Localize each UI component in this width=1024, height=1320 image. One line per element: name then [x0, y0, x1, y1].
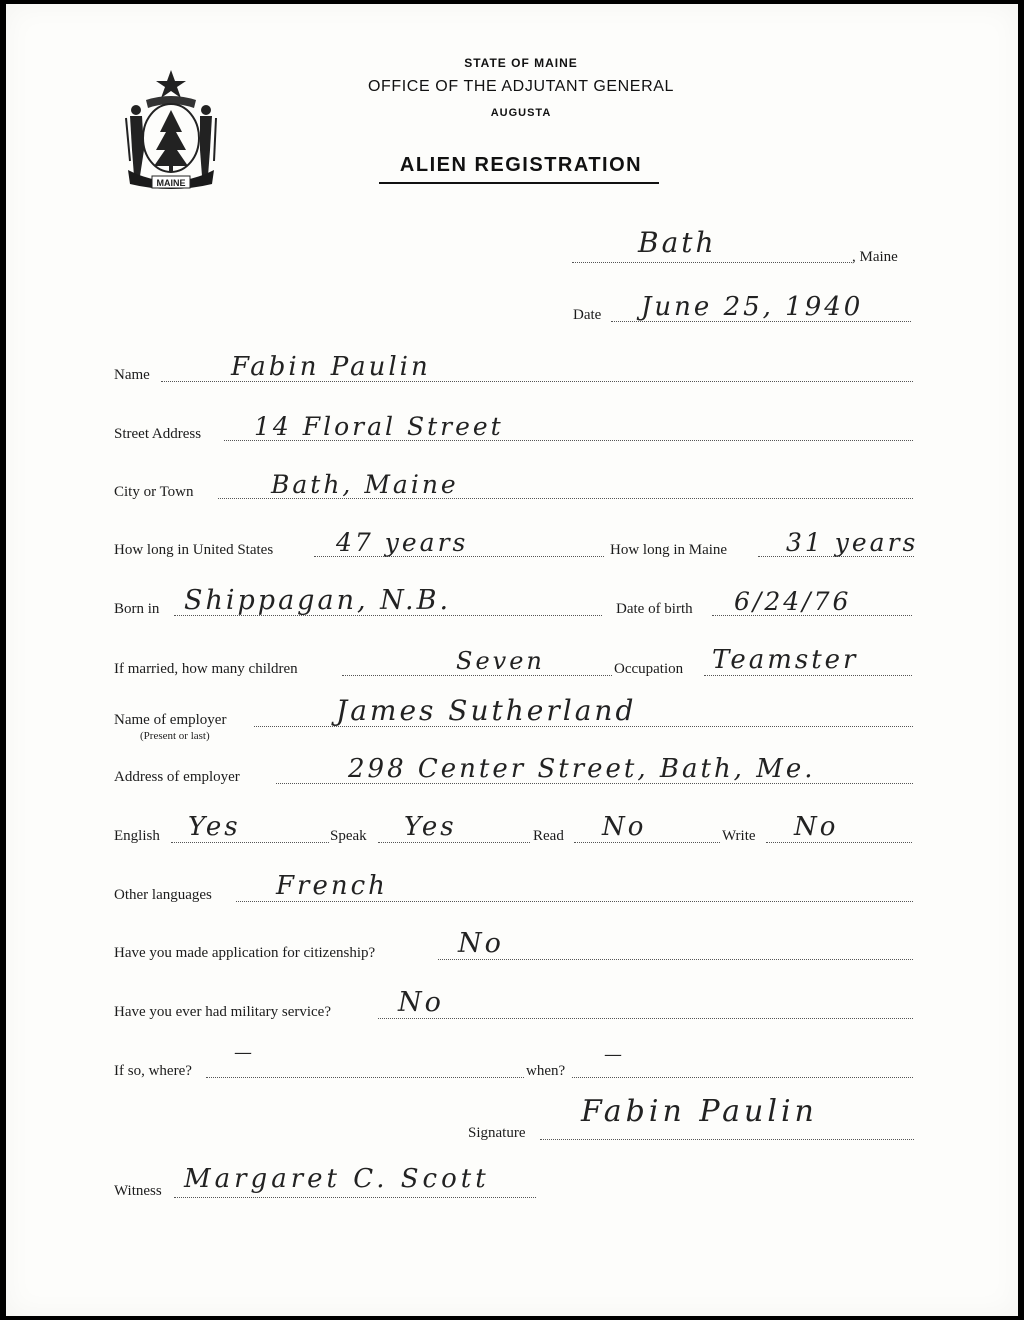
born-in-value: Shippagan, N.B. — [184, 585, 452, 616]
title-underline — [379, 182, 659, 184]
date-value: June 25, 1940 — [641, 292, 864, 322]
employer-note: (Present or last) — [140, 730, 210, 742]
signature-label: Signature — [468, 1125, 526, 1141]
other-languages-line — [236, 901, 913, 902]
registration-form — [6, 4, 1018, 1316]
when-value: — — [604, 1044, 625, 1065]
if-so-where-value: — — [234, 1042, 255, 1063]
military-label: Have you ever had military service? — [114, 1004, 331, 1020]
signature-value: Fabin Paulin — [581, 1094, 818, 1129]
english-value: Yes — [188, 812, 241, 842]
speak-line — [378, 842, 530, 843]
city-town-value: Bath, Maine — [271, 470, 459, 499]
date-label: Date — [573, 307, 602, 323]
occupation-line — [704, 675, 912, 676]
when-line — [572, 1077, 913, 1078]
how-long-us-label: How long in United States — [114, 542, 274, 558]
military-line — [378, 1018, 913, 1019]
city-heading: AUGUSTA — [490, 107, 552, 119]
write-line — [766, 842, 912, 843]
other-languages-value: French — [276, 871, 388, 901]
read-value: No — [602, 812, 647, 842]
employer-value: James Sutherland — [336, 694, 637, 727]
when-label: when? — [526, 1063, 566, 1079]
born-in-label: Born in — [114, 601, 160, 617]
children-value: Seven — [456, 647, 545, 675]
write-value: No — [794, 812, 839, 842]
name-label: Name — [114, 367, 150, 383]
citizenship-label: Have you made application for citizenship? — [114, 945, 376, 961]
read-line — [574, 842, 720, 843]
children-line — [342, 675, 612, 676]
occupation-label: Occupation — [614, 661, 684, 677]
state-seal-icon — [116, 66, 226, 194]
date-of-birth-label: Date of birth — [616, 601, 693, 617]
street-value: 14 Floral Street — [254, 412, 504, 441]
if-so-where-label: If so, where? — [114, 1063, 192, 1079]
how-long-maine-value: 31 years — [786, 528, 919, 557]
write-label: Write — [722, 828, 756, 844]
other-languages-label: Other languages — [114, 887, 212, 903]
name-value: Fabin Paulin — [231, 352, 431, 382]
signature-line — [540, 1139, 914, 1140]
town-line — [572, 262, 852, 263]
employer-address-value: 298 Center Street, Bath, Me. — [348, 754, 816, 784]
speak-value: Yes — [404, 812, 457, 842]
speak-label: Speak — [330, 828, 367, 844]
city-town-label: City or Town — [114, 484, 194, 500]
town-value: Bath — [638, 226, 717, 259]
witness-value: Margaret C. Scott — [184, 1164, 490, 1194]
employer-label: Name of employer — [114, 712, 227, 728]
military-value: No — [398, 987, 444, 1018]
children-label: If married, how many children — [114, 661, 298, 677]
if-so-where-line — [206, 1077, 524, 1078]
employer-address-label: Address of employer — [114, 769, 240, 785]
how-long-us-value: 47 years — [336, 528, 469, 557]
citizenship-value: No — [458, 928, 504, 959]
state-heading: STATE OF MAINE — [464, 56, 578, 70]
date-of-birth-value: 6/24/76 — [734, 587, 852, 616]
english-line — [171, 842, 329, 843]
office-heading: OFFICE OF THE ADJUTANT GENERAL — [367, 78, 675, 95]
seal-text: MAINE — [156, 178, 186, 188]
form-title: ALIEN REGISTRATION — [399, 154, 643, 176]
how-long-maine-label: How long in Maine — [610, 542, 728, 558]
maine-label: , Maine — [852, 249, 898, 265]
witness-line — [174, 1197, 536, 1198]
english-label: English — [114, 828, 160, 844]
read-label: Read — [533, 828, 564, 844]
occupation-value: Teamster — [712, 645, 859, 675]
citizenship-line — [438, 959, 913, 960]
street-label: Street Address — [114, 426, 202, 442]
witness-label: Witness — [114, 1183, 162, 1199]
